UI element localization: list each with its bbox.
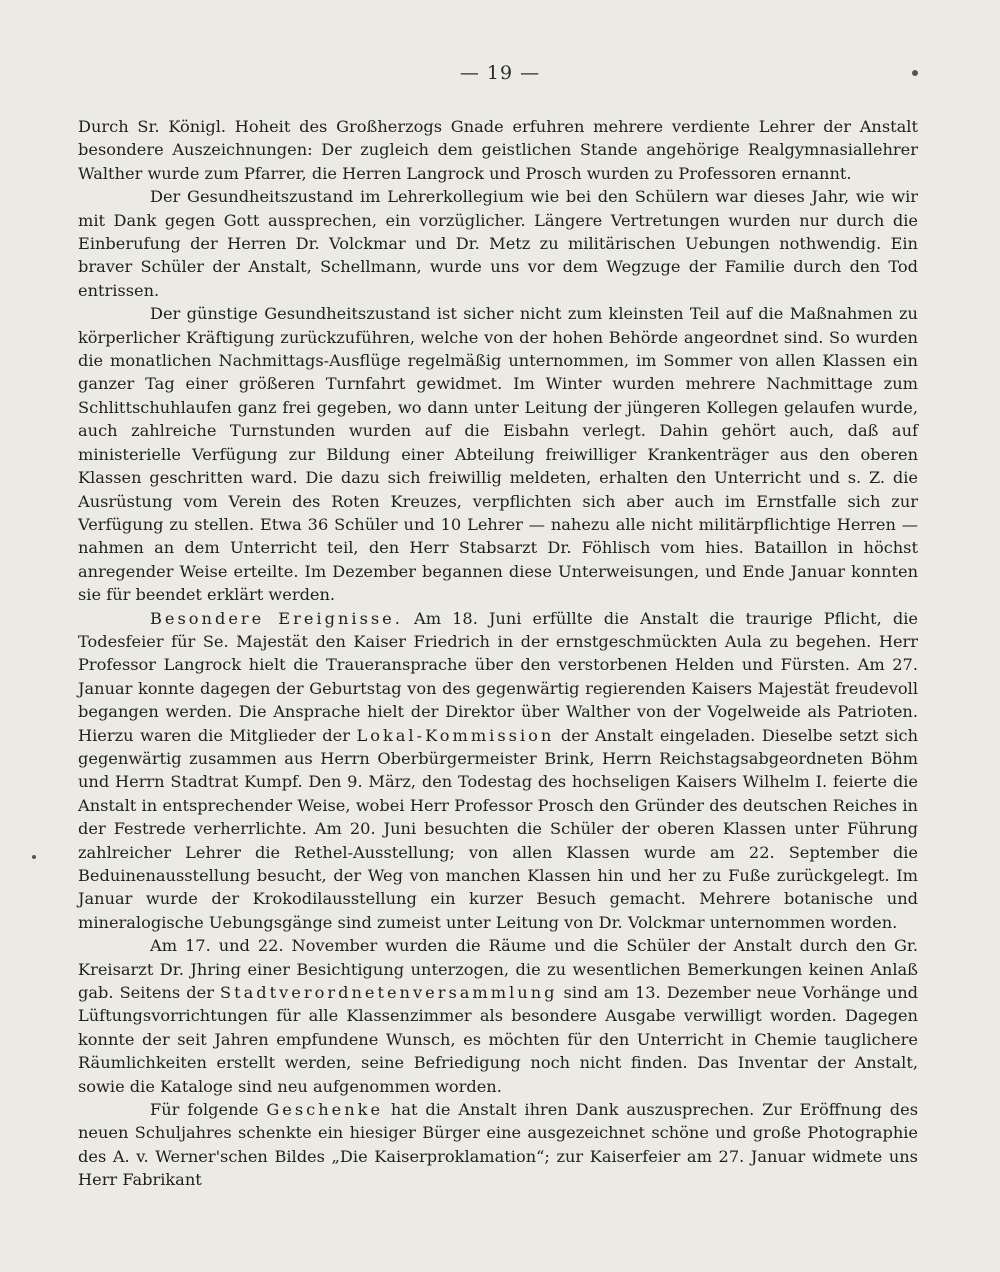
document-body <box>78 115 918 1192</box>
page-number: — 19 — <box>459 62 541 84</box>
paragraph-text: Am 17. und 22. November wurden die Räume und die Schüler der Anstalt durch den Gr. Kreisarzt Dr. Jhring einer Besichtigung unterzogen, die zu wesentlichen Bemerkungen keinen Anlaß gab. Seitens der <box>78 936 918 1003</box>
paragraph <box>78 607 918 935</box>
emphasized-text: Lokal-Kommission <box>356 725 555 745</box>
paragraph <box>78 934 918 1098</box>
paragraph-text: hat die Anstalt ihren Dank auszusprechen. Zur Eröffnung des neuen Schuljahres schenkte ein hiesiger Bürger eine ausgezeichnet schöne und große Photographie des A. v. Werner'schen Bildes „Die Kaiserproklamation“; zur Kaiserfeier am 27. Januar widmete uns Herr Fabrikant <box>78 1100 918 1190</box>
paragraph <box>78 302 918 606</box>
paragraph-text: Am 18. Juni erfüllte die Anstalt die traurige Pflicht, die Todesfeier für Se. Majestät den Kaiser Friedrich in der ernstgeschmückten Aula zu begehen. Herr Professor Langrock hielt die Traueransprache über den verstorbenen Helden und Fürsten. Am 27. Januar konnte dagegen der Geburtstag von des gegenwärtig regierenden Kaisers Majestät freudevoll begangen werden. Die Ansprache hielt der Direktor über Walther von der Vogelweide als Patrioten. Hierzu waren die Mitglieder der <box>78 608 919 745</box>
paragraph <box>78 115 918 185</box>
paragraph <box>78 1098 918 1192</box>
paragraph <box>78 185 918 302</box>
paragraph-text: der Anstalt eingeladen. Dieselbe setzt sich gegenwärtig zusammen aus Herrn Oberbürgermeister Brink, Herrn Reichstagsabgeordneten Böhm und Herrn Stadtrat Kumpf. Den 9. März, den Todestag des hochseligen Kaisers Wilhelm I. feierte die Anstalt in entsprechender Weise, wobei Herr Professor Prosch den Gründer des deutschen Reiches in der Festrede verherrlichte. Am 20. Juni besuchten die Schüler der oberen Klassen unter Führung zahlreicher Lehrer die Rethel-Ausstellung; von allen Klassen wurde am 22. September die Beduinenausstellung besucht, der Weg von manchen Klassen hin und her zu Fuße zurückgelegt. Im Januar wurde der Krokodilausstellung ein kurzer Besuch gemacht. Mehrere botanische und mineralogische Uebungsgänge sind zumeist unter Leitung von Dr. Volckmar unternommen worden. <box>78 725 919 932</box>
paragraph-text: Für folgende <box>150 1100 267 1120</box>
emphasized-text: Besondere Ereignisse. <box>150 608 403 628</box>
paragraph-text: Durch Sr. Königl. Hoheit des Großherzogs Gnade erfuhren mehrere verdiente Lehrer der Anstalt besondere Auszeichnungen: Der zugleich dem geistlichen Stande angehörige Realgymnasiallehrer Walther wurde zum Pfarrer, die Herren Langrock und Prosch wurden zu Professoren ernannt. <box>78 117 918 183</box>
paragraph-text: Der günstige Gesundheitszustand ist sicher nicht zum kleinsten Teil auf die Maßnahmen zu körperlicher Kräftigung zurückzuführen, welche von der hohen Behörde angeordnet sind. So wurden die monatlichen Nachmittags-Ausflüge regelmäßig unternommen, im Sommer von allen Klassen ein ganzer Tag einer größeren Turnfahrt gewidmet. Im Winter wurden mehrere Nachmittage zum Schlittschuhlaufen ganz frei gegeben, wo dann unter Leitung der jüngeren Kollegen gelaufen wurde, auch zahlreiche Turnstunden wurden auf die Eisbahn verlegt. Dahin gehört auch, daß auf ministerielle Verfügung zur Bildung einer Abteilung freiwilliger Krankenträger aus den oberen Klassen geschritten ward. Die dazu sich freiwillig meldeten, erhalten den Unterricht und s. Z. die Ausrüstung vom Verein des Roten Kreuzes, verpflichten sich aber auch im Ernstfalle sich zur Verfügung zu stellen. Etwa 36 Schüler und 10 Lehrer — nahezu alle nicht militärpflichtige Herren — nahmen an dem Unterricht teil, den Herr Stabsarzt Dr. Föhlisch vom hies. Bataillon in höchst anregender Weise erteilte. Im Dezember begannen diese Unterweisungen, und Ende Januar konnten sie für beendet erklärt werden. <box>78 304 918 605</box>
paragraph-text: sind am 13. Dezember neue Vorhänge und Lüftungsvorrichtungen für alle Klassenzimmer als besondere Ausgabe verwilligt worden. Dagegen konnte der seit Jahren empfundene Wunsch, es möchten für den Unterricht in Chemie tauglichere Räumlichkeiten erstellt werden, seine Befriedigung noch nicht finden. Das Inventar der Anstalt, sowie die Kataloge sind neu aufgenommen worden. <box>78 983 918 1096</box>
ink-speck <box>912 70 918 76</box>
emphasized-text: Geschenke <box>266 1100 384 1120</box>
ink-speck <box>32 855 36 859</box>
emphasized-text: Stadtverordnetenversammlung <box>220 983 558 1003</box>
paragraph-text: Der Gesundheitszustand im Lehrerkollegium wie bei den Schülern war dieses Jahr, wie wir mit Dank gegen Gott aussprechen, ein vorzüglicher. Längere Vertretungen wurden nur durch die Einberufung der Herren Dr. Volckmar und Dr. Metz zu militärischen Uebungen nothwendig. Ein braver Schüler der Anstalt, Schellmann, wurde uns vor dem Wegzuge der Familie durch den Tod entrissen. <box>78 187 918 300</box>
